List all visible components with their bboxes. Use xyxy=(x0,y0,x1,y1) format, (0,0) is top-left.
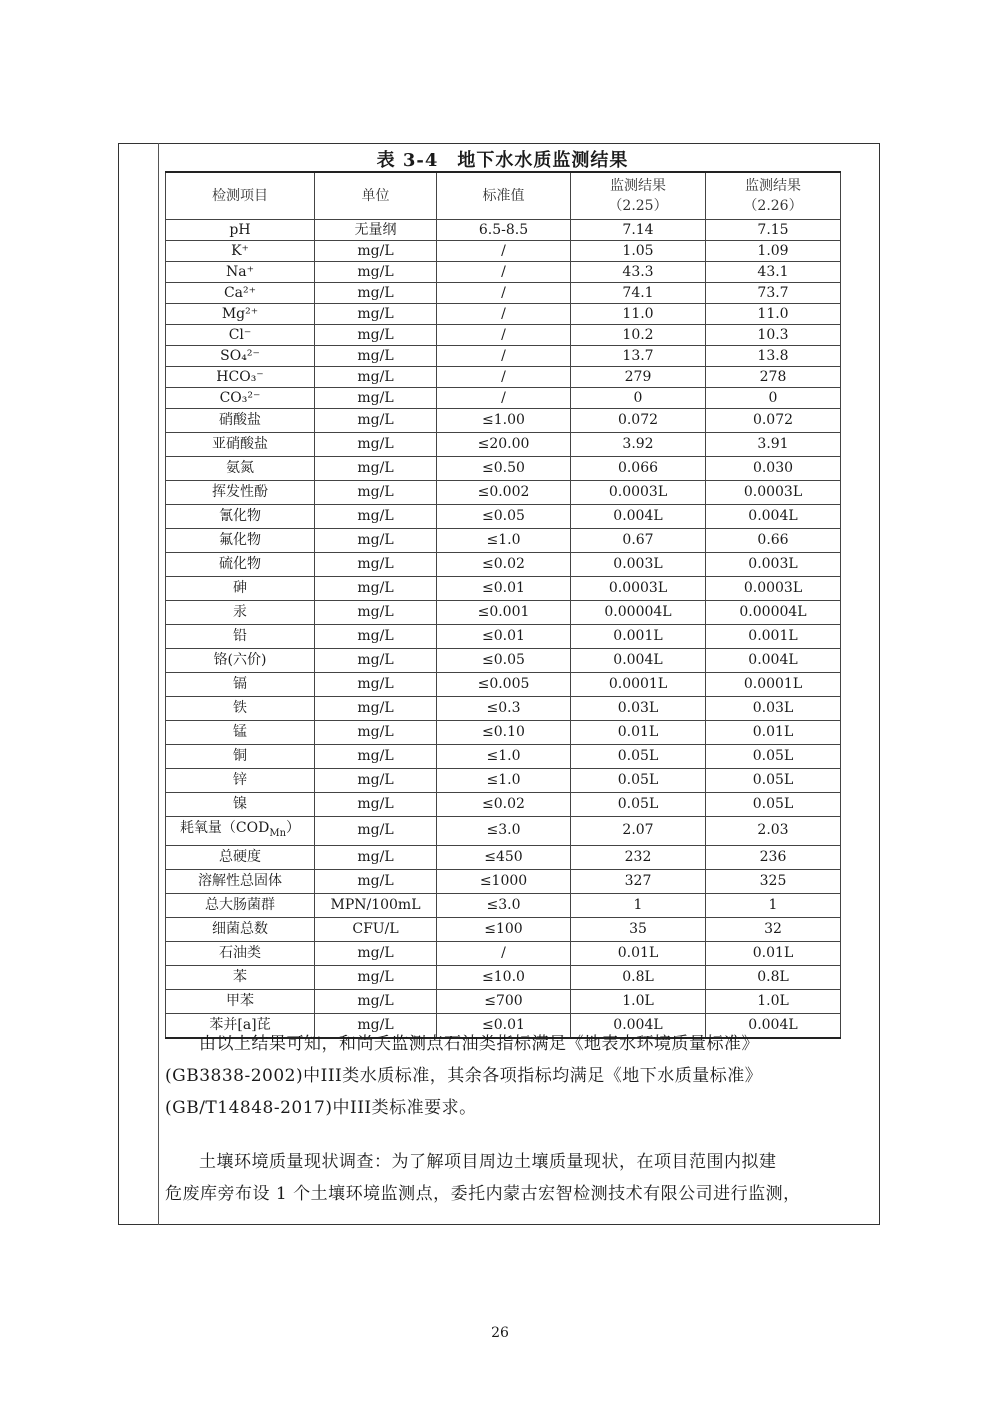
cell-standard: ≤0.05 xyxy=(437,505,571,529)
cell-standard: ≤100 xyxy=(437,917,571,941)
cell-unit: mg/L xyxy=(315,649,437,673)
cell-standard: ≤700 xyxy=(437,989,571,1013)
cell-result-0225: 0.0003L xyxy=(571,577,706,601)
cell-result-0225: 13.7 xyxy=(571,346,706,367)
cell-unit: mg/L xyxy=(315,941,437,965)
cell-unit: mg/L xyxy=(315,388,437,409)
cell-result-0225: 0.004L xyxy=(571,1013,706,1038)
cell-standard: / xyxy=(437,304,571,325)
cell-result-0226: 0.05L xyxy=(706,769,841,793)
cell-standard: / xyxy=(437,367,571,388)
cell-result-0226: 11.0 xyxy=(706,304,841,325)
groundwater-results-table xyxy=(165,171,841,1039)
cell-unit: mg/L xyxy=(315,769,437,793)
cell-unit: CFU/L xyxy=(315,917,437,941)
table-row xyxy=(166,325,841,346)
cell-item: 镍 xyxy=(166,793,315,817)
cell-result-0226: 43.1 xyxy=(706,262,841,283)
cell-unit: mg/L xyxy=(315,965,437,989)
cell-result-0225: 0.05L xyxy=(571,769,706,793)
table-row xyxy=(166,505,841,529)
cell-result-0226: 0.004L xyxy=(706,505,841,529)
cell-result-0225: 1.0L xyxy=(571,989,706,1013)
table-row xyxy=(166,941,841,965)
table-row xyxy=(166,917,841,941)
cell-result-0225: 0.67 xyxy=(571,529,706,553)
cell-standard: ≤0.02 xyxy=(437,553,571,577)
cell-unit: mg/L xyxy=(315,1013,437,1038)
table-row xyxy=(166,367,841,388)
cell-result-0225: 1 xyxy=(571,893,706,917)
header-unit: 单位 xyxy=(315,172,437,220)
cell-item: 氰化物 xyxy=(166,505,315,529)
soil-line: 危废库旁布设 1 个土壤环境监测点，委托内蒙古宏智检测技术有限公司进行监测， xyxy=(165,1184,801,1204)
header-result-0225: 监测结果 （2.25） xyxy=(571,172,706,220)
cell-standard: ≤1000 xyxy=(437,869,571,893)
cell-item: Na⁺ xyxy=(166,262,315,283)
cell-unit: mg/L xyxy=(315,697,437,721)
cell-item: 总硬度 xyxy=(166,845,315,869)
cell-unit: mg/L xyxy=(315,529,437,553)
cell-result-0225: 327 xyxy=(571,869,706,893)
cell-result-0226: 0.001L xyxy=(706,625,841,649)
cell-result-0225: 0.0003L xyxy=(571,481,706,505)
header-result-0226: 监测结果 （2.26） xyxy=(706,172,841,220)
cell-result-0225: 0.00004L xyxy=(571,601,706,625)
cell-result-0226: 10.3 xyxy=(706,325,841,346)
cell-item: HCO₃⁻ xyxy=(166,367,315,388)
cell-unit: mg/L xyxy=(315,505,437,529)
table-row xyxy=(166,220,841,241)
cell-unit: mg/L xyxy=(315,989,437,1013)
header-standard: 标准值 xyxy=(437,172,571,220)
table-header-row xyxy=(166,172,841,220)
conclusion-line: (GB3838-2002)中III类水质标准，其余各项指标均满足《地下水质量标准》 xyxy=(165,1066,763,1086)
cell-result-0225: 2.07 xyxy=(571,817,706,846)
cell-result-0225: 0.004L xyxy=(571,649,706,673)
cell-unit: mg/L xyxy=(315,673,437,697)
cell-item: CO₃²⁻ xyxy=(166,388,315,409)
cell-standard: / xyxy=(437,941,571,965)
table-row xyxy=(166,869,841,893)
cell-item: 铁 xyxy=(166,697,315,721)
table-row xyxy=(166,769,841,793)
cell-result-0226: 0.0001L xyxy=(706,673,841,697)
cell-item: 甲苯 xyxy=(166,989,315,1013)
cell-unit: mg/L xyxy=(315,241,437,262)
cell-item: K⁺ xyxy=(166,241,315,262)
cell-unit: mg/L xyxy=(315,793,437,817)
cell-unit: mg/L xyxy=(315,325,437,346)
cell-result-0226: 73.7 xyxy=(706,283,841,304)
cell-result-0226: 0.03L xyxy=(706,697,841,721)
cell-standard: ≤0.005 xyxy=(437,673,571,697)
cell-result-0226: 0 xyxy=(706,388,841,409)
table-row xyxy=(166,409,841,433)
cell-standard: ≤0.01 xyxy=(437,625,571,649)
cell-standard: ≤0.50 xyxy=(437,457,571,481)
cell-result-0226: 32 xyxy=(706,917,841,941)
cell-unit: mg/L xyxy=(315,553,437,577)
cell-standard: ≤0.01 xyxy=(437,1013,571,1038)
cell-result-0225: 0.01L xyxy=(571,941,706,965)
table-row xyxy=(166,241,841,262)
cell-standard: ≤1.0 xyxy=(437,769,571,793)
cell-standard: / xyxy=(437,262,571,283)
cell-item: Ca²⁺ xyxy=(166,283,315,304)
cell-item: 汞 xyxy=(166,601,315,625)
cell-item: 铅 xyxy=(166,625,315,649)
cell-result-0225: 0.8L xyxy=(571,965,706,989)
cell-standard: ≤0.05 xyxy=(437,649,571,673)
table-row xyxy=(166,262,841,283)
cell-standard: ≤0.001 xyxy=(437,601,571,625)
cell-result-0225: 232 xyxy=(571,845,706,869)
table-row xyxy=(166,457,841,481)
cell-result-0226: 3.91 xyxy=(706,433,841,457)
table-row xyxy=(166,601,841,625)
cell-result-0225: 0.01L xyxy=(571,721,706,745)
cell-unit: mg/L xyxy=(315,346,437,367)
cell-result-0225: 0.0001L xyxy=(571,673,706,697)
table-row xyxy=(166,697,841,721)
cell-item: 苯并[a]芘 xyxy=(166,1013,315,1038)
cell-result-0226: 0.05L xyxy=(706,745,841,769)
cell-unit: 无量纲 xyxy=(315,220,437,241)
cell-unit: mg/L xyxy=(315,601,437,625)
cell-item: 锰 xyxy=(166,721,315,745)
table-row xyxy=(166,577,841,601)
cell-result-0226: 1.0L xyxy=(706,989,841,1013)
cell-item: 锌 xyxy=(166,769,315,793)
cell-item: 溶解性总固体 xyxy=(166,869,315,893)
table-title: 表 3-4 地下水水质监测结果 xyxy=(376,150,629,171)
cell-standard: ≤0.10 xyxy=(437,721,571,745)
cell-item: 硫化物 xyxy=(166,553,315,577)
cell-item: 亚硝酸盐 xyxy=(166,433,315,457)
table-row xyxy=(166,817,841,846)
cell-result-0225: 43.3 xyxy=(571,262,706,283)
cell-item: 耗氧量$(COD_{Mn})$ xyxy=(166,817,315,846)
cell-result-0226: 2.03 xyxy=(706,817,841,846)
cell-standard: ≤3.0 xyxy=(437,817,571,846)
cell-standard: ≤1.0 xyxy=(437,529,571,553)
cell-standard: / xyxy=(437,325,571,346)
cell-item: 铜 xyxy=(166,745,315,769)
cell-standard: / xyxy=(437,346,571,367)
cell-item: 砷 xyxy=(166,577,315,601)
cell-result-0225: 0.03L xyxy=(571,697,706,721)
cell-standard: ≤1.00 xyxy=(437,409,571,433)
cell-unit: mg/L xyxy=(315,845,437,869)
cell-result-0226: 325 xyxy=(706,869,841,893)
soil-paragraph xyxy=(165,1146,867,1210)
cell-unit: mg/L xyxy=(315,817,437,846)
cell-item: 细菌总数 xyxy=(166,917,315,941)
cell-standard: ≤0.3 xyxy=(437,697,571,721)
cell-standard: ≤0.002 xyxy=(437,481,571,505)
cell-result-0225: 0.003L xyxy=(571,553,706,577)
cell-unit: mg/L xyxy=(315,409,437,433)
cell-result-0226: 0.003L xyxy=(706,553,841,577)
cell-unit: mg/L xyxy=(315,283,437,304)
cell-unit: mg/L xyxy=(315,433,437,457)
cell-standard: ≤450 xyxy=(437,845,571,869)
cell-unit: MPN/100mL xyxy=(315,893,437,917)
cell-item: 总大肠菌群 xyxy=(166,893,315,917)
soil-line: 土壤环境质量现状调查：为了解项目周边土壤质量现状，在项目范围内拟建 xyxy=(199,1152,777,1172)
cell-result-0225: 74.1 xyxy=(571,283,706,304)
table-row xyxy=(166,965,841,989)
cell-result-0226: 0.01L xyxy=(706,941,841,965)
cell-standard: ≤20.00 xyxy=(437,433,571,457)
cell-result-0226: 1 xyxy=(706,893,841,917)
table-row xyxy=(166,745,841,769)
table-row xyxy=(166,283,841,304)
cell-unit: mg/L xyxy=(315,457,437,481)
cell-result-0225: 3.92 xyxy=(571,433,706,457)
cell-result-0226: 0.030 xyxy=(706,457,841,481)
cell-result-0225: 0.05L xyxy=(571,745,706,769)
cell-standard: / xyxy=(437,388,571,409)
cell-result-0225: 35 xyxy=(571,917,706,941)
table-row xyxy=(166,793,841,817)
table-row xyxy=(166,893,841,917)
cell-result-0225: 0.004L xyxy=(571,505,706,529)
table-row xyxy=(166,304,841,325)
table-row xyxy=(166,649,841,673)
table-row xyxy=(166,388,841,409)
cell-result-0225: 0.05L xyxy=(571,793,706,817)
cell-standard: 6.5-8.5 xyxy=(437,220,571,241)
cell-unit: mg/L xyxy=(315,577,437,601)
cell-item: 苯 xyxy=(166,965,315,989)
table-row xyxy=(166,989,841,1013)
table-row xyxy=(166,553,841,577)
cell-standard: ≤0.02 xyxy=(437,793,571,817)
cell-result-0225: 1.05 xyxy=(571,241,706,262)
cell-unit: mg/L xyxy=(315,869,437,893)
cell-unit: mg/L xyxy=(315,721,437,745)
cell-item: 铬(六价) xyxy=(166,649,315,673)
table-body xyxy=(166,220,841,1038)
table-row xyxy=(166,625,841,649)
cell-standard: ≤3.0 xyxy=(437,893,571,917)
cell-result-0226: 13.8 xyxy=(706,346,841,367)
cell-result-0226: 0.072 xyxy=(706,409,841,433)
cell-result-0225: 0.001L xyxy=(571,625,706,649)
cell-result-0225: 7.14 xyxy=(571,220,706,241)
table-row xyxy=(166,721,841,745)
page-number: 26 xyxy=(491,1325,509,1341)
left-margin-rule xyxy=(158,143,159,1225)
table-row xyxy=(166,481,841,505)
cell-result-0226: 0.0003L xyxy=(706,577,841,601)
cell-result-0226: 7.15 xyxy=(706,220,841,241)
cell-result-0225: 0.066 xyxy=(571,457,706,481)
table-row xyxy=(166,529,841,553)
cell-result-0226: 0.66 xyxy=(706,529,841,553)
cell-item: 挥发性酚 xyxy=(166,481,315,505)
cell-result-0226: 0.004L xyxy=(706,1013,841,1038)
header-item: 检测项目 xyxy=(166,172,315,220)
cell-unit: mg/L xyxy=(315,262,437,283)
cell-standard: / xyxy=(437,283,571,304)
cell-standard: ≤0.01 xyxy=(437,577,571,601)
cell-result-0226: 236 xyxy=(706,845,841,869)
cell-result-0226: 0.0003L xyxy=(706,481,841,505)
cell-standard: / xyxy=(437,241,571,262)
cell-item: 氨氮 xyxy=(166,457,315,481)
cell-result-0226: 0.00004L xyxy=(706,601,841,625)
conclusion-paragraph xyxy=(165,1028,867,1124)
cell-unit: mg/L xyxy=(315,481,437,505)
cell-unit: mg/L xyxy=(315,367,437,388)
cell-result-0226: 0.8L xyxy=(706,965,841,989)
table-row xyxy=(166,433,841,457)
cell-result-0226: 0.05L xyxy=(706,793,841,817)
cell-result-0226: 0.004L xyxy=(706,649,841,673)
conclusion-line: (GB/T14848-2017)中III类标准要求。 xyxy=(165,1098,477,1118)
cell-item: 氟化物 xyxy=(166,529,315,553)
cell-item: Mg²⁺ xyxy=(166,304,315,325)
cell-standard: ≤10.0 xyxy=(437,965,571,989)
cell-result-0225: 0.072 xyxy=(571,409,706,433)
table-row xyxy=(166,346,841,367)
cell-item: pH xyxy=(166,220,315,241)
cell-item: Cl⁻ xyxy=(166,325,315,346)
cell-result-0225: 11.0 xyxy=(571,304,706,325)
cell-result-0225: 10.2 xyxy=(571,325,706,346)
cell-result-0226: 278 xyxy=(706,367,841,388)
cell-unit: mg/L xyxy=(315,625,437,649)
cell-item: SO₄²⁻ xyxy=(166,346,315,367)
cell-result-0225: 0 xyxy=(571,388,706,409)
table-row xyxy=(166,845,841,869)
cell-item: 石油类 xyxy=(166,941,315,965)
conclusion-line: 由以上结果可知，和尚夭监测点石油类指标满足《地表水环境质量标准》 xyxy=(199,1034,759,1054)
cell-result-0225: 279 xyxy=(571,367,706,388)
cell-result-0226: 1.09 xyxy=(706,241,841,262)
cell-item: 镉 xyxy=(166,673,315,697)
cell-standard: ≤1.0 xyxy=(437,745,571,769)
cell-unit: mg/L xyxy=(315,745,437,769)
cell-unit: mg/L xyxy=(315,304,437,325)
cell-result-0226: 0.01L xyxy=(706,721,841,745)
cell-item: 硝酸盐 xyxy=(166,409,315,433)
table-row xyxy=(166,673,841,697)
